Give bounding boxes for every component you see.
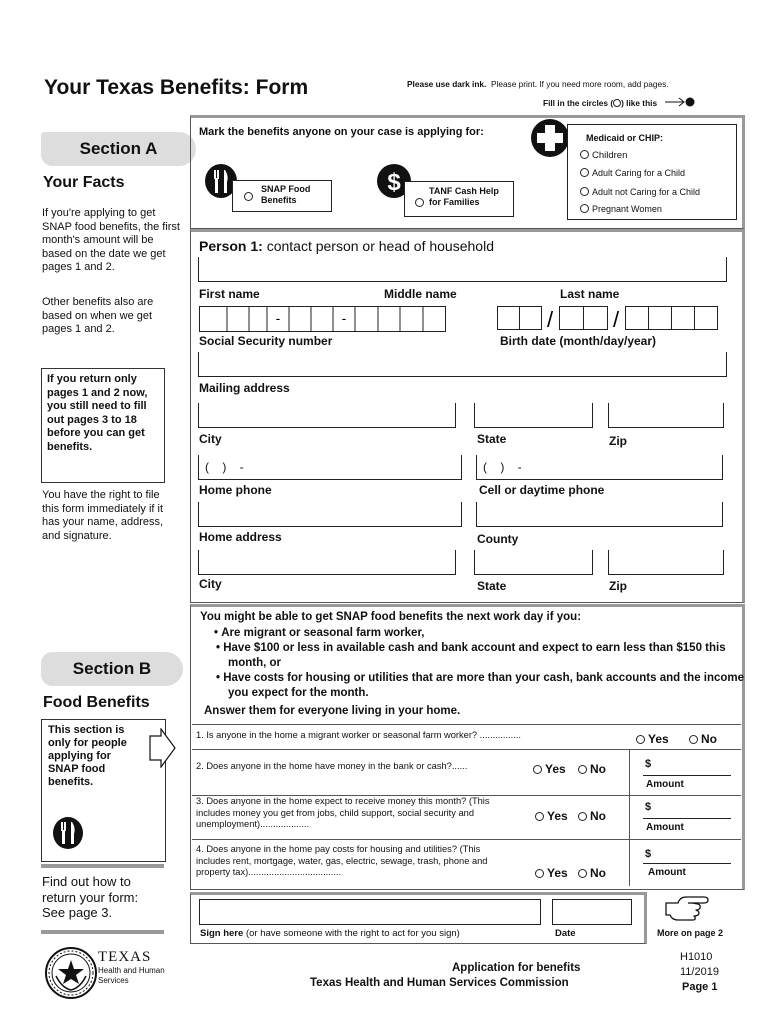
q1-yes[interactable]: Yes (636, 732, 669, 746)
section-b-label: Section B (41, 652, 183, 686)
fork-knife-icon (52, 816, 84, 850)
birth-date-label: Birth date (month/day/year) (500, 334, 657, 348)
q3-yes[interactable]: Yes (535, 809, 568, 823)
q3-no[interactable]: No (578, 809, 606, 823)
svg-text:-: - (341, 310, 347, 326)
mailing-state-input[interactable] (474, 403, 593, 428)
food-bullets (214, 626, 748, 701)
snap-radio[interactable] (244, 192, 253, 201)
home-address-label: Home address (199, 530, 282, 544)
return-note: Find out how to return your form: See page 3. (42, 874, 139, 920)
food-benefits-heading: Food Benefits (43, 694, 150, 711)
mailing-zip-input[interactable] (608, 403, 724, 428)
food-intro: You might be able to get SNAP food benefits the next work day if you: (200, 611, 582, 623)
mailing-zip-label: Zip (609, 434, 627, 448)
sidebar-a-para2: Other benefits also are based on when we get pages 1 and 2. (42, 296, 154, 335)
home-zip-input[interactable] (608, 550, 724, 575)
radio[interactable] (535, 812, 544, 821)
radio[interactable] (578, 765, 587, 774)
agency-name: Texas Health and Human Services Commission (310, 977, 569, 989)
q1-no[interactable]: No (689, 732, 717, 746)
form-id: H1010 (680, 951, 713, 963)
page-number: Page 1 (682, 981, 718, 993)
mailing-address-input[interactable] (198, 403, 456, 428)
person-title: Person 1: contact person or head of household (199, 238, 494, 254)
gray-rule (41, 864, 164, 868)
logo-texas: TEXAS (98, 949, 152, 965)
q2-amount-input[interactable] (643, 775, 731, 776)
radio[interactable] (533, 765, 542, 774)
q4-amount-input[interactable] (643, 863, 731, 864)
q3-dollar: $ (645, 801, 652, 813)
first-name-label: First name (199, 287, 260, 301)
question-1: 1. Is anyone in the home a migrant worker or seasonal farm worker? ................ (196, 730, 522, 740)
signature-input[interactable] (199, 899, 541, 925)
svg-text:/: / (612, 307, 620, 331)
tanf-radio[interactable] (415, 198, 424, 207)
question-2: 2. Does anyone in the home have money in the bank or cash?...... (196, 761, 468, 771)
ssn-label: Social Security number (199, 334, 333, 348)
radio[interactable] (578, 869, 587, 878)
q3-amount-label: Amount (646, 822, 684, 833)
food-bullet: • Are migrant or seasonal farm worker, (214, 627, 425, 639)
date-input[interactable] (552, 899, 632, 925)
home-address-input[interactable] (198, 502, 462, 527)
page-title: Your Texas Benefits: Form (44, 76, 309, 99)
q4-amount-label: Amount (648, 867, 686, 878)
home-state-label: State (477, 579, 507, 593)
sidebar-a-para3: You have the right to file this form immediately if it has your name, address, and signature. (42, 489, 164, 542)
home-state-input[interactable] (474, 550, 593, 575)
svg-text:$: $ (387, 169, 401, 196)
person-top-field[interactable] (198, 257, 727, 282)
empty-circle-icon (613, 99, 621, 107)
radio[interactable] (580, 150, 589, 159)
sidebar-b-callout: This section is only for people applying for SNAP food benefits. (48, 724, 127, 788)
form-date: 11/2019 (680, 966, 719, 978)
radio[interactable] (689, 735, 698, 744)
q3-amount-input[interactable] (643, 818, 731, 819)
sidebar-a-callout: If you return only pages 1 and 2 now, you still need to fill out pages 3 to 18 before you can get benefits. (41, 368, 165, 483)
home-phone-input[interactable]: ( ) - (198, 455, 462, 480)
arrow-right-outline-icon (147, 728, 177, 768)
texas-seal-logo (44, 946, 98, 1000)
q4-dollar: $ (645, 848, 652, 860)
radio[interactable] (580, 204, 589, 213)
question-4: 4. Does anyone in the home pay costs for housing and utilities? (This includes rent, mortgage, water, gas, electric, sewage, trash, phone and property tax).................................... (196, 844, 488, 877)
fill-note: Fill in the circles ( ) like this (543, 97, 697, 108)
food-bullet: • Have $100 or less in available cash and bank account and expect to earn less than $150 this month, or (216, 642, 726, 669)
county-label: County (477, 532, 519, 546)
q2-yes[interactable]: Yes (533, 762, 566, 776)
medicaid-option-children[interactable]: Children (580, 150, 627, 161)
mailing-state-label: State (477, 432, 507, 446)
home-city-input[interactable] (198, 550, 456, 575)
sidebar-a-para1: If you're applying to get SNAP food benefits, the first month's amount will be based on the date we get pages 1 and 2. (42, 207, 180, 273)
sidebar-b-callout-box (41, 719, 166, 862)
home-zip-label: Zip (609, 579, 627, 593)
home-phone-label: Home phone (199, 483, 272, 497)
cell-phone-label: Cell or daytime phone (479, 483, 605, 497)
sign-label: Sign here (or have someone with the right to act for you sign) (200, 928, 460, 939)
more-on-page-2: More on page 2 (657, 928, 724, 938)
pointing-hand-icon (664, 893, 710, 923)
arrow-right-icon (659, 97, 697, 107)
radio[interactable] (578, 812, 587, 821)
ink-note: Please use dark ink. Please print. If you need more room, add pages. (407, 79, 669, 89)
home-city-label: City (199, 577, 222, 591)
svg-text:-: - (275, 310, 281, 326)
q2-no[interactable]: No (578, 762, 606, 776)
section-a-label: Section A (41, 132, 196, 166)
q2-dollar: $ (645, 758, 652, 770)
last-name-label: Last name (560, 287, 620, 301)
cell-phone-input[interactable]: ( ) - (476, 455, 723, 480)
snap-option[interactable]: SNAP Food Benefits (232, 180, 332, 212)
medical-cross-icon (530, 118, 570, 158)
q4-yes[interactable]: Yes (535, 866, 568, 880)
medicaid-option-adult-not-caring[interactable]: Adult not Caring for a Child (580, 187, 700, 197)
benefits-prompt: Mark the benefits anyone on your case is applying for: (199, 126, 484, 138)
ssn-input[interactable] (199, 306, 446, 332)
tanf-option[interactable]: TANF Cash Help for Families (404, 181, 514, 217)
radio[interactable] (535, 869, 544, 878)
radio[interactable] (636, 735, 645, 744)
radio[interactable] (580, 168, 589, 177)
q4-no[interactable]: No (578, 866, 606, 880)
radio[interactable] (580, 187, 589, 196)
middle-name-label: Middle name (384, 287, 457, 301)
medicaid-box: Medicaid or CHIP: Children Adult Caring for a Child Adult not Caring for a Child Pregnant Women (567, 124, 737, 220)
application-title: Application for benefits (452, 962, 581, 974)
mailing-city-label: City (199, 432, 222, 446)
logo-services: Services (98, 976, 129, 985)
birth-date-input[interactable] (497, 305, 719, 331)
county-input[interactable] (476, 502, 723, 527)
q2-amount-label: Amount (646, 779, 684, 790)
date-label: Date (555, 928, 576, 939)
food-bullet: • Have costs for housing or utilities that are more than your cash, bank accounts and the income you expect for the month. (216, 672, 745, 699)
mailing-address-label: Mailing address (199, 381, 290, 395)
gray-rule (41, 930, 164, 934)
logo-hhs: Health and Human (98, 966, 165, 975)
svg-text:/: / (546, 307, 554, 331)
medicaid-option-pregnant[interactable]: Pregnant Women (580, 204, 662, 214)
your-facts-heading: Your Facts (43, 174, 125, 191)
medicaid-option-adult-caring[interactable]: Adult Caring for a Child (580, 168, 685, 178)
answer-note: Answer them for everyone living in your home. (204, 705, 461, 717)
mailing-address-top-field[interactable] (198, 352, 727, 377)
question-3: 3. Does anyone in the home expect to receive money this month? (This includes money you get from jobs, child support, social security and unemployment)................... (196, 796, 490, 829)
